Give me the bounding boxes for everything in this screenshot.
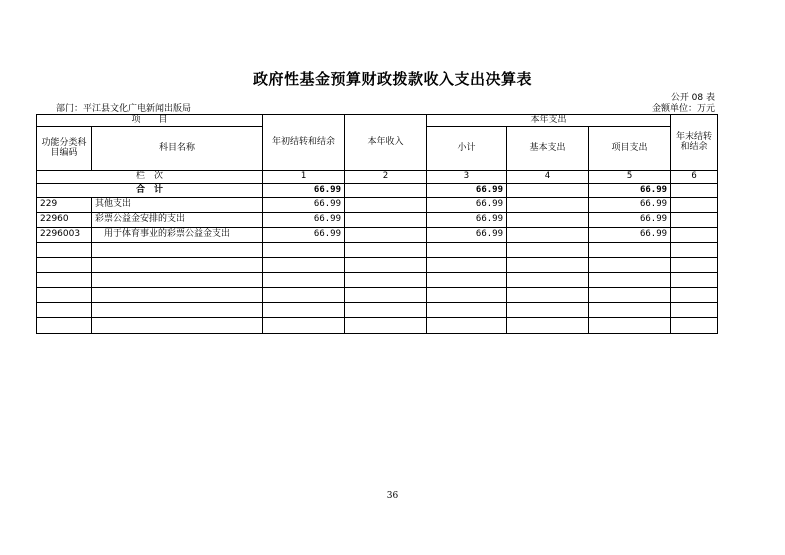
- row-begin: 66.99: [263, 213, 345, 228]
- row-code: 2296003: [37, 228, 92, 243]
- row-subtotal: 66.99: [427, 198, 507, 213]
- row-subtotal: 66.99: [427, 228, 507, 243]
- col-num: 3: [427, 171, 507, 184]
- row-project: 66.99: [589, 198, 671, 213]
- empty-row: [37, 258, 718, 273]
- header-project: 项目支出: [589, 127, 671, 171]
- column-label: 栏 次: [37, 171, 263, 184]
- total-begin: 66.99: [263, 184, 345, 198]
- total-project: 66.99: [589, 184, 671, 198]
- row-code: 229: [37, 198, 92, 213]
- row-basic: [507, 213, 589, 228]
- header-end-balance: 年末结转和结余: [671, 115, 718, 171]
- row-name: 彩票公益金安排的支出: [92, 213, 263, 228]
- empty-row: [37, 303, 718, 318]
- total-subtotal: 66.99: [427, 184, 507, 198]
- row-begin: 66.99: [263, 228, 345, 243]
- col-num: 1: [263, 171, 345, 184]
- header-begin-balance: 年初结转和结余: [263, 115, 345, 171]
- table-row: [37, 213, 718, 228]
- row-project: 66.99: [589, 213, 671, 228]
- table-row: [37, 198, 718, 213]
- header-subject-name: 科目名称: [92, 127, 263, 171]
- col-num: 6: [671, 171, 718, 184]
- col-num: 5: [589, 171, 671, 184]
- row-income: [345, 198, 427, 213]
- budget-table: [36, 114, 718, 334]
- row-begin: 66.99: [263, 198, 345, 213]
- empty-row: [37, 288, 718, 303]
- unit-label: 金额单位：万元: [651, 104, 715, 114]
- department-label: 部门：平江县文化广电新闻出版局: [56, 104, 192, 114]
- row-project: 66.99: [589, 228, 671, 243]
- row-name: 其他支出: [92, 198, 263, 213]
- header-item: 项 目: [37, 115, 263, 127]
- table-row: [37, 228, 718, 243]
- header-subtotal: 小计: [427, 127, 507, 171]
- form-number: 公开 08 表: [670, 93, 715, 103]
- total-end: [671, 184, 718, 198]
- row-basic: [507, 228, 589, 243]
- row-subtotal: 66.99: [427, 213, 507, 228]
- page-number: 36: [386, 491, 399, 501]
- total-basic: [507, 184, 589, 198]
- col-num: 4: [507, 171, 589, 184]
- empty-row: [37, 273, 718, 288]
- row-basic: [507, 198, 589, 213]
- empty-row: [37, 243, 718, 258]
- row-end: [671, 228, 718, 243]
- header-income: 本年收入: [345, 115, 427, 171]
- header-expense: 本年支出: [427, 115, 671, 127]
- row-end: [671, 213, 718, 228]
- row-code: 22960: [37, 213, 92, 228]
- total-label: 合 计: [37, 184, 263, 198]
- row-end: [671, 198, 718, 213]
- row-name: 用于体育事业的彩票公益金支出: [92, 228, 263, 243]
- row-income: [345, 213, 427, 228]
- empty-row: [37, 318, 718, 334]
- page-title: 政府性基金预算财政拨款收入支出决算表: [252, 70, 532, 88]
- header-basic: 基本支出: [507, 127, 589, 171]
- header-func-code: 功能分类科目编码: [37, 127, 92, 171]
- total-income: [345, 184, 427, 198]
- row-income: [345, 228, 427, 243]
- col-num: 2: [345, 171, 427, 184]
